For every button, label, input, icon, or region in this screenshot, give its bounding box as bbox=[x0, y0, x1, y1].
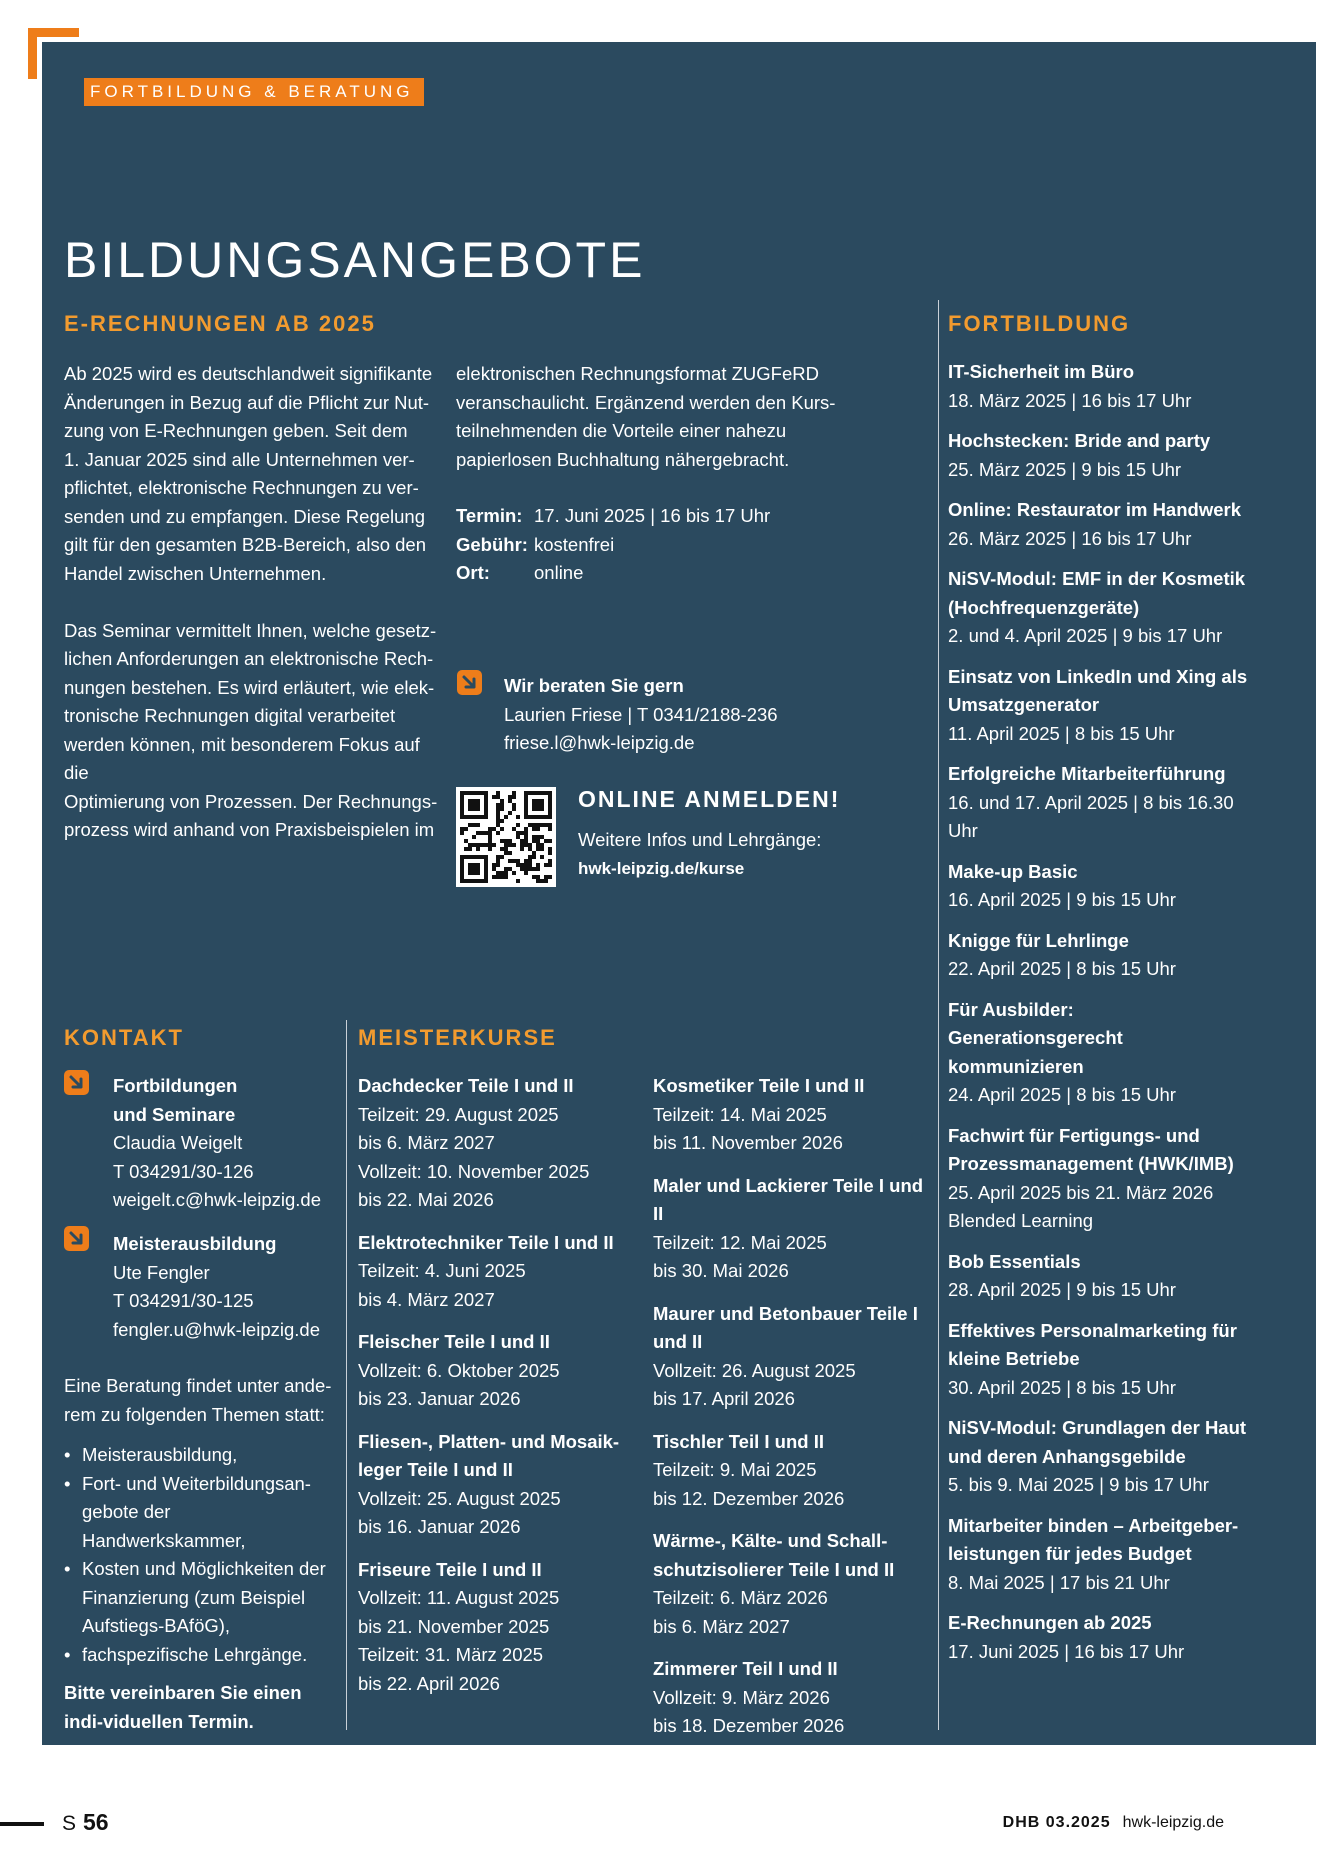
meisterkurs-date: Vollzeit: 9. März 2026 bbox=[653, 1686, 830, 1708]
topic-item: • Meisterausbildung, bbox=[64, 1441, 336, 1470]
text-line: veranschaulicht. Ergänzend werden den Kurs- bbox=[456, 391, 836, 413]
meisterkurs-date: Teilzeit: 12. Mai 2025 bbox=[653, 1231, 827, 1253]
course-title: NiSV-Modul: EMF in der Kosmetik (Hochfrequenzgeräte) bbox=[948, 568, 1246, 618]
course-date: Blended Learning bbox=[948, 1210, 1094, 1231]
course-date: 18. März 2025 | 16 bis 17 Uhr bbox=[948, 389, 1192, 411]
meisterkurs-date: bis 22. April 2026 bbox=[358, 1672, 500, 1694]
arrow-icon bbox=[457, 670, 482, 695]
footer-rule bbox=[0, 1822, 44, 1826]
meisterkurs-date: bis 4. März 2027 bbox=[358, 1288, 495, 1310]
meisterkurs-date: Vollzeit: 11. August 2025 bbox=[358, 1587, 560, 1608]
meisterkurs-title: Elektrotechniker Teile I und II bbox=[358, 1231, 614, 1253]
course-title: Für Ausbilder: Generationsgerecht kommunizieren bbox=[948, 998, 1123, 1077]
text-line bbox=[64, 588, 444, 617]
course-item[interactable] bbox=[948, 1248, 1248, 1305]
kontakt-heading: KONTAKT bbox=[64, 1025, 184, 1050]
online-text: Weitere Infos und Lehrgänge: bbox=[578, 829, 822, 850]
meisterkurs-date: Vollzeit: 10. November 2025 bbox=[358, 1160, 590, 1182]
meisterkurs-date: Teilzeit: 9. Mai 2025 bbox=[653, 1459, 817, 1480]
arrow-icon bbox=[64, 1226, 89, 1251]
fortbildung-list bbox=[948, 358, 1248, 1678]
kontakt-closing: Bitte vereinbaren Sie einen indi-viduellen Termin. bbox=[64, 1682, 302, 1732]
meisterkurs-title: Fliesen-, Platten- und Mosaik-leger Teile I und II bbox=[358, 1430, 620, 1480]
text-line: Änderungen in Bezug auf die Pflicht zur Nut- bbox=[64, 391, 430, 413]
online-block bbox=[578, 826, 878, 883]
meisterkurs-date: Vollzeit: 26. August 2025 bbox=[653, 1359, 856, 1381]
meisterkurs-date: bis 16. Januar 2026 bbox=[358, 1516, 521, 1537]
meisterkurs-date: bis 22. Mai 2026 bbox=[358, 1189, 494, 1210]
meisterkurs-title: Maler und Lackierer Teile I und II bbox=[653, 1174, 924, 1224]
course-item[interactable] bbox=[948, 663, 1248, 749]
page-number: S 56 bbox=[62, 1809, 109, 1835]
text-line: senden und zu empfangen. Diese Regelung bbox=[64, 505, 426, 527]
course-title: Online: Restaurator im Handwerk bbox=[948, 499, 1241, 520]
course-date: 17. Juni 2025 | 16 bis 17 Uhr bbox=[948, 1640, 1185, 1662]
meisterkurs-date: Teilzeit: 4. Juni 2025 bbox=[358, 1260, 526, 1281]
meisterkurs-date: Teilzeit: 14. Mai 2025 bbox=[653, 1103, 827, 1125]
section-tag: FORTBILDUNG & BERATUNG bbox=[84, 78, 424, 106]
erechnung-info bbox=[456, 502, 836, 588]
contact-email[interactable]: fengler.u@hwk-leipzig.de bbox=[113, 1318, 320, 1340]
text-line: Ab 2025 wird es deutschlandweit signifikante bbox=[64, 363, 433, 384]
course-item[interactable] bbox=[948, 858, 1248, 915]
course-item[interactable] bbox=[948, 1609, 1248, 1666]
column-divider bbox=[938, 300, 939, 1730]
course-title: Bob Essentials bbox=[948, 1250, 1081, 1272]
page-title: BILDUNGSANGEBOTE bbox=[64, 232, 646, 288]
topic-item: • Kosten und Möglichkeiten der Finanzierung (zum Beispiel Aufstiegs-BAföG), bbox=[64, 1555, 336, 1641]
meisterkurs-item[interactable] bbox=[358, 1328, 628, 1414]
meisterkurs-item[interactable] bbox=[358, 1556, 628, 1699]
course-date: 28. April 2025 | 9 bis 15 Uhr bbox=[948, 1279, 1176, 1300]
course-item[interactable] bbox=[948, 1317, 1248, 1403]
meisterkurs-item[interactable] bbox=[653, 1072, 933, 1158]
course-date: 30. April 2025 | 8 bis 15 Uhr bbox=[948, 1376, 1176, 1398]
info-row-gebuehr: Gebühr: kostenfrei bbox=[456, 533, 615, 555]
meisterkurs-date: bis 12. Dezember 2026 bbox=[653, 1487, 845, 1509]
magazine-issue: DHB 03.2025 bbox=[1002, 1814, 1111, 1831]
course-title: NiSV-Modul: Grundlagen der Haut und deren Anhangsgebilde bbox=[948, 1417, 1247, 1467]
text-line: nungen bestehen. Es wird erläutert, wie elek- bbox=[64, 676, 435, 698]
text-line: Handel zwischen Unternehmen. bbox=[64, 562, 327, 584]
course-item[interactable] bbox=[948, 358, 1248, 415]
column-divider bbox=[346, 1020, 347, 1730]
course-title: IT-Sicherheit im Büro bbox=[948, 361, 1135, 382]
advice-block bbox=[504, 672, 844, 758]
fortbildung-heading: FORTBILDUNG bbox=[948, 311, 1131, 336]
contact-meisterausbildung: Meisterausbildung Ute Fengler T 034291/30-125 fengler.u@hwk-leipzig.de bbox=[113, 1230, 343, 1344]
meisterkurs-item[interactable] bbox=[653, 1428, 933, 1514]
text-line: zung von E-Rechnungen geben. Seit dem bbox=[64, 420, 408, 441]
advice-heading: Wir beraten Sie gern bbox=[504, 675, 684, 696]
course-date: 2. und 4. April 2025 | 9 bis 17 Uhr bbox=[948, 625, 1223, 646]
meisterkurs-date: bis 11. November 2026 bbox=[653, 1132, 843, 1153]
course-date: 16. und 17. April 2025 | 8 bis 16.30 Uhr bbox=[948, 791, 1234, 841]
text-line: elektronischen Rechnungsformat ZUGFeRD bbox=[456, 363, 819, 384]
course-date: 8. Mai 2025 | 17 bis 21 Uhr bbox=[948, 1571, 1170, 1593]
info-row-ort: Ort: online bbox=[456, 562, 584, 583]
topic-item: • fachspezifische Lehrgänge. bbox=[64, 1641, 336, 1670]
course-item[interactable] bbox=[948, 1122, 1248, 1236]
meisterkurs-title: Dachdecker Teile I und II bbox=[358, 1075, 574, 1096]
online-heading: ONLINE ANMELDEN! bbox=[578, 786, 841, 812]
course-date: 24. April 2025 | 8 bis 15 Uhr bbox=[948, 1084, 1176, 1105]
text-line: prozess wird anhand von Praxisbeispielen im bbox=[64, 819, 435, 840]
online-url[interactable]: hwk-leipzig.de/kurse bbox=[578, 858, 745, 878]
text-line: papierlosen Buchhaltung nähergebracht. bbox=[456, 448, 790, 470]
course-date: 16. April 2025 | 9 bis 15 Uhr bbox=[948, 889, 1176, 910]
erechnung-heading: E-RECHNUNGEN AB 2025 bbox=[64, 311, 376, 336]
text-line: pflichtet, elektronische Rechnungen zu ver- bbox=[64, 477, 419, 498]
course-title: Fachwirt für Fertigungs- und Prozessmanagement (HWK/IMB) bbox=[948, 1124, 1234, 1174]
text-line: Optimierung von Prozessen. Der Rechnungs- bbox=[64, 790, 438, 812]
erechnung-text-col1 bbox=[64, 360, 444, 845]
meisterkurs-title: Tischler Teil I und II bbox=[653, 1430, 824, 1452]
meisterkurs-date: Vollzeit: 25. August 2025 bbox=[358, 1487, 561, 1509]
erechnung-text-col2 bbox=[456, 360, 836, 474]
contact-name: Ute Fengler bbox=[113, 1261, 210, 1283]
text-line: tronische Rechnungen digital verarbeitet bbox=[64, 705, 396, 726]
meisterkurs-title: Zimmerer Teil I und II bbox=[653, 1658, 838, 1679]
meisterkurs-item[interactable] bbox=[653, 1655, 933, 1741]
meisterkurse-col1 bbox=[358, 1072, 628, 1712]
meisterkurs-date: bis 6. März 2027 bbox=[358, 1132, 495, 1153]
info-row-termin: Termin: 17. Juni 2025 | 16 bis 17 Uhr bbox=[456, 505, 771, 526]
footer-info bbox=[1003, 1814, 1224, 1832]
meisterkurs-date: bis 6. März 2027 bbox=[653, 1615, 790, 1637]
course-date: 11. April 2025 | 8 bis 15 Uhr bbox=[948, 722, 1175, 744]
text-line: 1. Januar 2025 sind alle Unternehmen ver- bbox=[64, 448, 415, 470]
advice-contact: Laurien Friese | T 0341/2188-236 bbox=[504, 703, 778, 725]
course-title: Einsatz von LinkedIn und Xing als Umsatzgenerator bbox=[948, 665, 1248, 715]
meisterkurs-title: Kosmetiker Teile I und II bbox=[653, 1075, 865, 1096]
course-item[interactable] bbox=[948, 996, 1248, 1110]
contact-name: Claudia Weigelt bbox=[113, 1132, 243, 1153]
meisterkurs-title: Maurer und Betonbauer Teile I und II bbox=[653, 1302, 918, 1352]
meisterkurs-date: Teilzeit: 29. August 2025 bbox=[358, 1103, 559, 1125]
text-line: Das Seminar vermittelt Ihnen, welche gesetz- bbox=[64, 619, 437, 641]
course-date: 26. März 2025 | 16 bis 17 Uhr bbox=[948, 527, 1192, 549]
meisterkurs-title: Wärme-, Kälte- und Schall-schutzisolierer Teile I und II bbox=[653, 1530, 895, 1580]
text-line: teilnehmenden die Vorteile einer nahezu bbox=[456, 420, 787, 441]
course-title: Mitarbeiter binden – Arbeitgeber-leistungen für jedes Budget bbox=[948, 1514, 1239, 1564]
text-line: lichen Anforderungen an elektronische Rech- bbox=[64, 648, 434, 669]
meisterkurs-date: Teilzeit: 31. März 2025 bbox=[358, 1644, 544, 1665]
topic-item: • Fort- und Weiterbildungsan-gebote der Handwerkskammer, bbox=[64, 1470, 336, 1556]
qr-code[interactable] bbox=[456, 787, 556, 887]
meisterkurs-date: bis 21. November 2025 bbox=[358, 1615, 550, 1637]
course-title: Hochstecken: Bride and party bbox=[948, 430, 1211, 451]
meisterkurs-title: Friseure Teile I und II bbox=[358, 1558, 542, 1580]
course-item[interactable] bbox=[948, 760, 1248, 846]
meisterkurs-item[interactable] bbox=[653, 1527, 933, 1641]
course-item[interactable] bbox=[948, 496, 1248, 553]
meisterkurse-heading: MEISTERKURSE bbox=[358, 1025, 557, 1050]
text-line: gilt für den gesamten B2B-Bereich, also den bbox=[64, 534, 426, 555]
meisterkurs-item[interactable] bbox=[653, 1172, 933, 1286]
course-item[interactable] bbox=[948, 1512, 1248, 1598]
meisterkurs-date: bis 30. Mai 2026 bbox=[653, 1260, 789, 1281]
corner-accent-vertical bbox=[28, 28, 37, 79]
meisterkurs-date: Teilzeit: 6. März 2026 bbox=[653, 1587, 828, 1608]
course-item[interactable] bbox=[948, 927, 1248, 984]
course-date: 22. April 2025 | 8 bis 15 Uhr bbox=[948, 958, 1176, 979]
meisterkurs-item[interactable] bbox=[653, 1300, 933, 1414]
topic-list bbox=[64, 1441, 336, 1669]
course-item[interactable] bbox=[948, 565, 1248, 651]
footer-website[interactable]: hwk-leipzig.de bbox=[1122, 1814, 1224, 1831]
meisterkurs-date: bis 17. April 2026 bbox=[653, 1388, 795, 1409]
meisterkurs-item[interactable] bbox=[358, 1428, 628, 1542]
meisterkurs-date: bis 23. Januar 2026 bbox=[358, 1388, 521, 1409]
meisterkurs-title: Fleischer Teile I und II bbox=[358, 1331, 550, 1352]
arrow-icon bbox=[64, 1070, 89, 1095]
course-title: Knigge für Lehrlinge bbox=[948, 929, 1129, 951]
course-title: Make-up Basic bbox=[948, 860, 1078, 882]
kontakt-info: Eine Beratung findet unter ande- rem zu folgenden Themen statt: • Meisterausbildung, • Fort- und Weiterbildungsan-gebote der Handwerkskammer, • Kosten und Möglichkeiten der Finanzierung (zum Beispiel Aufstiegs-BAföG), • fachspezifische Lehrgänge. Bitte vereinbaren Sie einen indi-viduellen Termin. bbox=[64, 1372, 336, 1736]
meisterkurs-item[interactable] bbox=[358, 1229, 628, 1315]
course-date: 25. März 2025 | 9 bis 15 Uhr bbox=[948, 458, 1182, 480]
course-item[interactable] bbox=[948, 1414, 1248, 1500]
course-date: 5. bis 9. Mai 2025 | 9 bis 17 Uhr bbox=[948, 1474, 1209, 1495]
course-title: E-Rechnungen ab 2025 bbox=[948, 1612, 1152, 1633]
advice-email[interactable]: friese.l@hwk-leipzig.de bbox=[504, 732, 695, 753]
contact-phone: T 034291/30-125 bbox=[113, 1290, 254, 1311]
course-item[interactable] bbox=[948, 427, 1248, 484]
meisterkurs-item[interactable] bbox=[358, 1072, 628, 1215]
course-title: Erfolgreiche Mitarbeiterführung bbox=[948, 763, 1226, 784]
course-date: 25. April 2025 bis 21. März 2026 bbox=[948, 1181, 1214, 1203]
course-title: Effektives Personalmarketing für kleine Betriebe bbox=[948, 1319, 1237, 1369]
text-line: werden können, mit besonderem Fokus auf die bbox=[64, 733, 420, 783]
contact-email[interactable]: weigelt.c@hwk-leipzig.de bbox=[113, 1189, 321, 1210]
contact-fortbildungen: Fortbildungen und Seminare Claudia Weigelt T 034291/30-126 weigelt.c@hwk-leipzig.de bbox=[113, 1072, 343, 1215]
meisterkurse-col2 bbox=[653, 1072, 933, 1755]
meisterkurs-date: bis 18. Dezember 2026 bbox=[653, 1715, 845, 1736]
contact-phone: T 034291/30-126 bbox=[113, 1160, 254, 1182]
meisterkurs-date: Vollzeit: 6. Oktober 2025 bbox=[358, 1359, 560, 1381]
